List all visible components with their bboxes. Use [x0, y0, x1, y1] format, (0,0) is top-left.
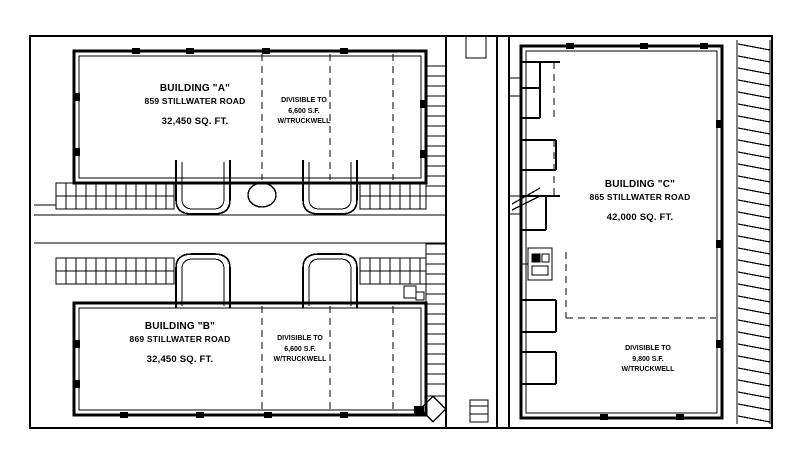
- building-c-divisible-line2: 9,800 S.F.: [632, 355, 664, 363]
- parking-stalls-b-right: [360, 258, 426, 284]
- building-b-divisible-line3: W/TRUCKWELL: [273, 356, 327, 363]
- building-a-divisible-line2: 6,600 S.F.: [288, 107, 320, 115]
- building-c-address: 865 STILLWATER ROAD: [589, 191, 691, 202]
- drive-aisle-center: [34, 205, 446, 243]
- building-c-loading-ramp: [509, 78, 540, 214]
- building-b-dock-bays: [176, 254, 357, 308]
- turnaround-circle-a: [248, 183, 276, 207]
- building-c-divisible-line1: DIVISIBLE TO: [625, 345, 671, 352]
- building-c-label: [565, 178, 715, 225]
- central-drive: [446, 36, 509, 428]
- building-c-divisible-line3: W/TRUCKWELL: [621, 366, 675, 373]
- building-a-divisible-line3: W/TRUCKWELL: [277, 118, 331, 125]
- central-drive-parking: [426, 66, 446, 396]
- road-hatch-right: [737, 40, 770, 424]
- building-a-divisible-note: [268, 96, 340, 128]
- parking-stalls-a-right: [360, 183, 426, 209]
- building-b-dock-bays-inner: [182, 259, 351, 306]
- parking-stalls-b-left: [56, 258, 174, 284]
- building-b-divisible-note: [264, 334, 336, 366]
- building-c-name: BUILDING "C": [604, 179, 676, 190]
- building-b-divisible-line2: 6,600 S.F.: [284, 345, 316, 353]
- building-a-name: BUILDING "A": [159, 83, 231, 94]
- building-c-divisible-note: [608, 344, 688, 376]
- building-a-address: 859 STILLWATER ROAD: [144, 95, 246, 106]
- building-b-divisible-line1: DIVISIBLE TO: [277, 335, 323, 342]
- building-b-name: BUILDING "B": [144, 321, 216, 332]
- parking-stalls-a-left: [56, 183, 174, 209]
- building-a-label: [120, 82, 270, 129]
- building-b-detail-boxes: [404, 286, 424, 300]
- building-a-divisible-line1: DIVISIBLE TO: [281, 97, 327, 104]
- building-b-address: 869 STILLWATER ROAD: [129, 333, 231, 344]
- building-a-dock-bays-inner: [182, 162, 351, 209]
- building-b-area: 32,450 SQ. FT.: [146, 353, 214, 365]
- building-b-label: [105, 320, 255, 367]
- building-c-area: 42,000 SQ. FT.: [606, 211, 674, 223]
- building-a-area: 32,450 SQ. FT.: [161, 115, 229, 127]
